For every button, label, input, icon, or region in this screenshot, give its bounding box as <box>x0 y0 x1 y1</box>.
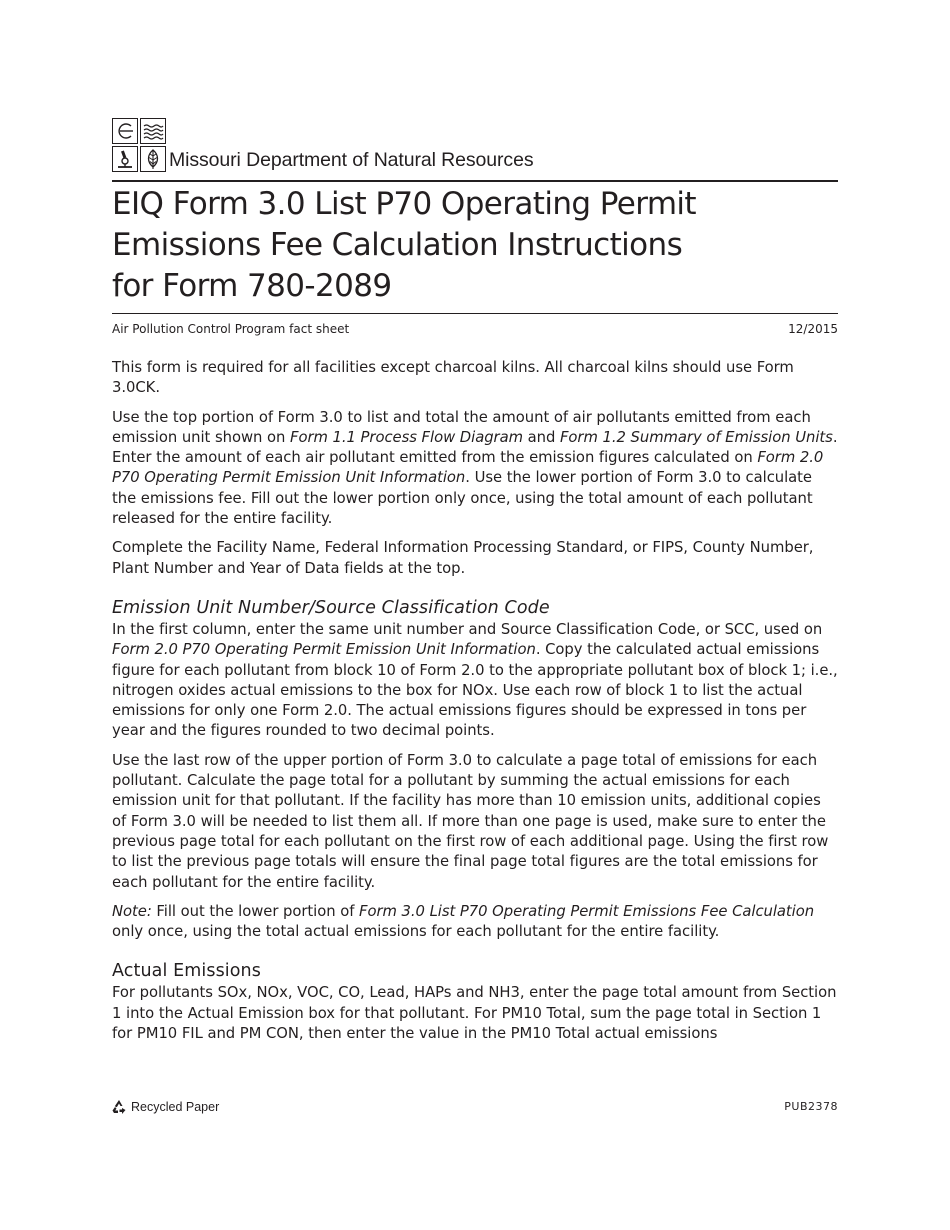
fact-sheet-page <box>112 116 838 1053</box>
recycled-paper-label: Recycled Paper <box>131 1100 220 1114</box>
section-paragraph: Use the last row of the upper portion of Form 3.0 to calculate a page total of emissions for each pollutant. Calculate the page total for a pollutant by summing the actual emissions for each emission unit for that pollutant. If the facility has more than 10 emission units, additional copies of Form 3.0 will be needed to list them all. If more than one page is used, make sure to enter the previous page total for each pollutant on the first row of each additional page. Using the first row to list the previous page totals will ensure the final page total figures are the total emissions for each pollutant for the entire facility. <box>112 751 829 891</box>
department-logo <box>112 118 166 172</box>
program-name: Air Pollution Control Program fact sheet <box>112 322 350 336</box>
body-content <box>112 358 838 1044</box>
publication-number: PUB2378 <box>784 1100 838 1113</box>
title-line: EIQ Form 3.0 List P70 Operating Permit <box>112 186 696 222</box>
water-icon <box>140 118 166 144</box>
section-heading: Actual Emissions <box>112 961 261 982</box>
intro-paragraph: Complete the Facility Name, Federal Information Processing Standard, or FIPS, County Number, Plant Number and Year of Data fields at the top. <box>112 539 814 577</box>
form-reference: Form 1.2 Summary of Emission Units <box>559 428 833 446</box>
note-label: Note: <box>112 902 152 920</box>
header-divider <box>112 180 838 182</box>
title-line: Emissions Fee Calculation Instructions <box>112 227 683 263</box>
recycle-icon <box>110 1098 128 1116</box>
intro-paragraph: This form is required for all facilities except charcoal kilns. All charcoal kilns should use Form 3.0CK. <box>112 359 794 397</box>
page-title <box>112 184 838 307</box>
form-reference: Form 3.0 List P70 Operating Permit Emissions Fee Calculation <box>359 902 815 920</box>
publication-date: 12/2015 <box>788 322 838 336</box>
header-logo <box>112 116 838 172</box>
form-reference: Form 2.0 P70 Operating Permit Emission Unit Information <box>112 641 536 659</box>
section-paragraph: For pollutants SOx, NOx, VOC, CO, Lead, HAPs and NH3, enter the page total amount from Section 1 into the Actual Emission box for that pollutant. For PM10 Total, sum the page total in Section 1 for PM10 FIL and PM CON, then enter the value in the PM10 Total actual emissions <box>112 984 837 1043</box>
department-name: Missouri Department of Natural Resources <box>169 148 534 171</box>
note-paragraph: Note: Fill out the lower portion of Form 3.0 List P70 Operating Permit Emissions Fee Calculation only once, using the total actual emissions for each pollutant for the entire facility. <box>112 902 815 941</box>
sun-icon <box>112 118 138 144</box>
title-line: for Form 780-2089 <box>112 268 392 304</box>
leaf-icon <box>140 146 166 172</box>
title-divider <box>112 313 838 314</box>
section-paragraph: In the first column, enter the same unit number and Source Classification Code, or SCC, used on Form 2.0 P70 Operating Permit Emission Unit Information. Copy the calculated actual emissions figure for each pollutant from block 10 of Form 2.0 to the appropriate pollutant box of block 1; i.e., nitrogen oxides actual emissions to the box for NOx. Use each row of block 1 to list the actual emissions for only one Form 2.0. The actual emissions figures should be expressed in tons per year and the figures rounded to two decimal points. <box>112 620 838 740</box>
form-reference: Form 2.0 P70 Operating Permit Emission Unit Information <box>112 449 824 487</box>
section-heading: Emission Unit Number/Source Classification Code <box>112 597 550 618</box>
recycled-paper-note <box>110 1098 219 1116</box>
subheader <box>112 322 838 336</box>
intro-paragraph: Use the top portion of Form 3.0 to list and total the amount of air pollutants emitted from each emission unit shown on Form 1.1 Process Flow Diagram and Form 1.2 Summary of Emission Units. Enter the amount of each air pollutant emitted from the emission figures calculated on Form 2.0 P70 Operating Permit Emission Unit Information. Use the lower portion of Form 3.0 to calculate the emissions fee. Fill out the lower portion only once, using the total amount of each pollutant released for the entire facility. <box>112 408 838 528</box>
form-reference: Form 1.1 Process Flow Diagram <box>289 428 523 446</box>
microscope-icon <box>112 146 138 172</box>
